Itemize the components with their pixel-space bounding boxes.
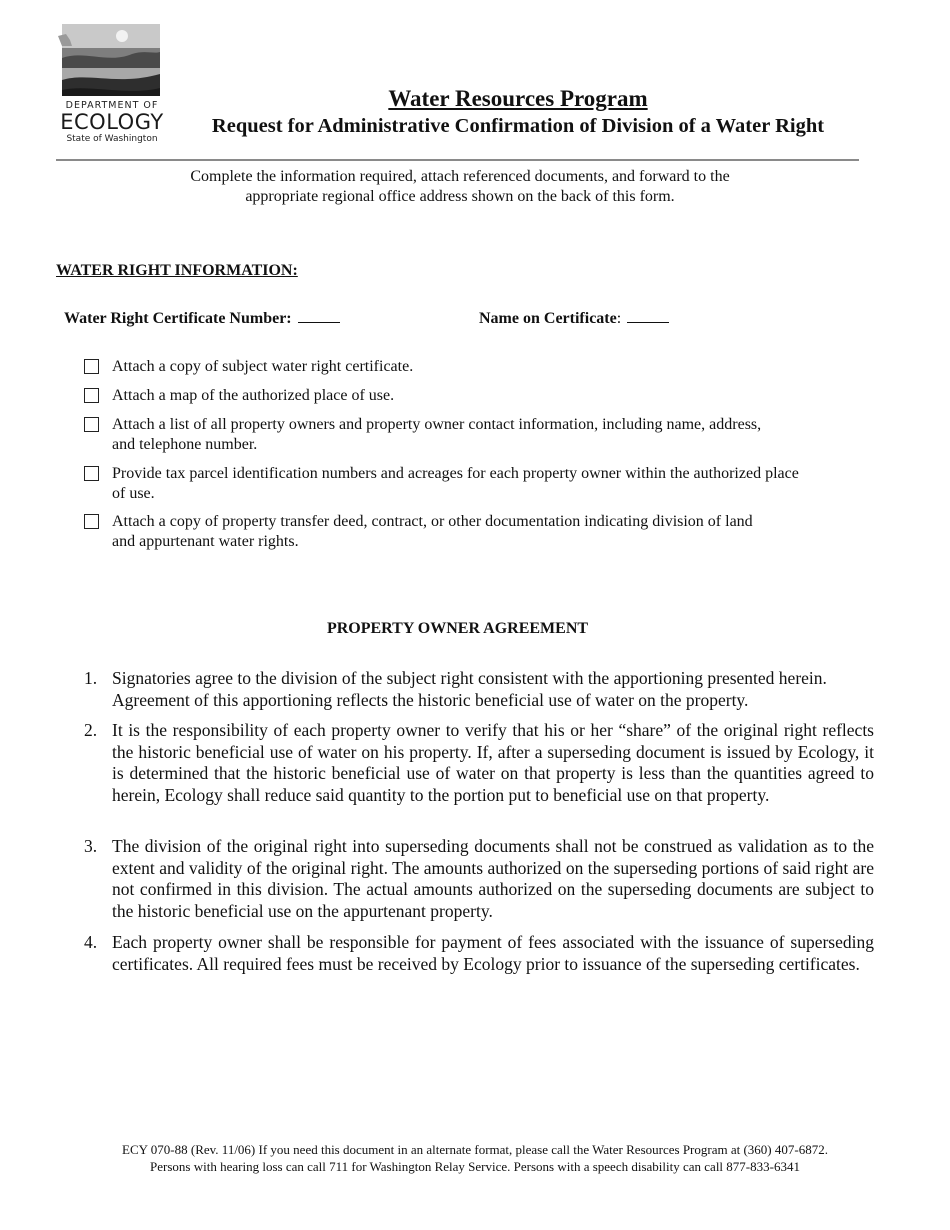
agreement-item xyxy=(84,932,874,1000)
checklist-item-text: Attach a map of the authorized place of use. xyxy=(112,387,395,404)
certificate-number-label: Water Right Certificate Number: xyxy=(64,310,292,327)
agreement-item-number: 3. xyxy=(84,836,98,856)
agreement-item-text: The division of the original right into superseding documents shall not be construed as validation as to the extent and validity of the original right. The amounts authorized on the superseding portions of said right are not confirmed in this division. The actual amounts authorized on the superseding documents are subject to the historic beneficial use on the appurtenant property. xyxy=(112,836,874,922)
header-divider xyxy=(56,159,859,161)
agreement-item-number: 1. xyxy=(84,668,98,688)
checklist-item-text-cont: of use. xyxy=(112,485,155,502)
checklist-item xyxy=(84,415,854,455)
attach-owner-list-checkbox[interactable] xyxy=(84,417,99,432)
water-right-heading: WATER RIGHT INFORMATION: xyxy=(56,262,298,279)
name-on-certificate-field xyxy=(479,310,669,328)
checklist-item xyxy=(84,464,854,504)
page-title: Water Resources Program xyxy=(388,86,648,111)
checklist-item-text: Provide tax parcel identification numbers and acreages for each property owner within the authorized place xyxy=(112,465,799,482)
agreement-item-number: 4. xyxy=(84,932,98,952)
name-on-certificate-input[interactable] xyxy=(627,310,669,323)
footer xyxy=(40,1141,910,1175)
agreement-item-text: It is the responsibility of each property owner to verify that his or her “share” of the original right reflects the historic beneficial use of water on his property. If, after a superseding document is issued by Ecology, it is determined that the historic beneficial use of water on that property is less than the quantities agreed to herein, Ecology shall reduce said quantity to the portion put to beneficial use on that property. xyxy=(112,720,874,806)
logo-agency-name: ECOLOGY xyxy=(60,110,164,134)
instructions-line-1: Complete the information required, attach referenced documents, and forward to the xyxy=(190,168,730,185)
logo-department-label: DEPARTMENT OF xyxy=(65,100,159,111)
checklist-item-text: Attach a copy of property transfer deed, contract, or other documentation indicating division of land xyxy=(112,513,753,530)
name-on-certificate-label: Name on Certificate xyxy=(479,310,617,327)
checklist-item xyxy=(84,357,854,377)
ecology-logo xyxy=(58,24,166,146)
checklist-item xyxy=(84,386,854,406)
agreement-item-text: Each property owner shall be responsible for payment of fees associated with the issuance of superseding certificates. All required fees must be received by Ecology prior to issuance of the superseding certificates. xyxy=(112,932,874,974)
attach-map-checkbox[interactable] xyxy=(84,388,99,403)
washington-state-landscape-icon xyxy=(58,24,166,100)
certificate-number-input[interactable] xyxy=(298,310,340,323)
agreement-item xyxy=(84,720,874,830)
checklist-item xyxy=(84,512,854,552)
instructions xyxy=(120,167,800,207)
agreement-heading: PROPERTY OWNER AGREEMENT xyxy=(326,620,589,637)
checklist-item-text-cont: and telephone number. xyxy=(112,436,258,453)
footer-line-1: ECY 070-88 (Rev. 11/06) If you need this document in an alternate format, please call the Water Resources Program at (360) 407-6872. xyxy=(122,1142,828,1157)
name-colon: : xyxy=(616,310,622,327)
attach-deed-checkbox[interactable] xyxy=(84,514,99,529)
attach-certificate-checkbox[interactable] xyxy=(84,359,99,374)
checklist-item-text: Attach a copy of subject water right certificate. xyxy=(112,358,414,375)
checklist-item-text-cont: and appurtenant water rights. xyxy=(112,533,299,550)
provide-tax-parcel-checkbox[interactable] xyxy=(84,466,99,481)
certificate-number-field xyxy=(64,310,340,328)
agreement-item-text: Signatories agree to the division of the subject right consistent with the apportioning presented herein. Agreement of this apportioning reflects the historic beneficial use of water on the property. xyxy=(112,668,827,710)
agreement-item-number: 2. xyxy=(84,720,98,740)
page-subtitle: Request for Administrative Confirmation of Division of a Water Right xyxy=(211,115,825,137)
agreement-item xyxy=(84,668,874,712)
checklist-item-text: Attach a list of all property owners and property owner contact information, including name, address, xyxy=(112,416,762,433)
footer-line-2: Persons with hearing loss can call 711 for Washington Relay Service. Persons with a speech disability can call 877-833-6341 xyxy=(150,1159,800,1174)
agreement-item xyxy=(84,836,874,926)
instructions-line-2: appropriate regional office address shown on the back of this form. xyxy=(245,188,675,205)
logo-state-label: State of Washington xyxy=(66,134,158,144)
